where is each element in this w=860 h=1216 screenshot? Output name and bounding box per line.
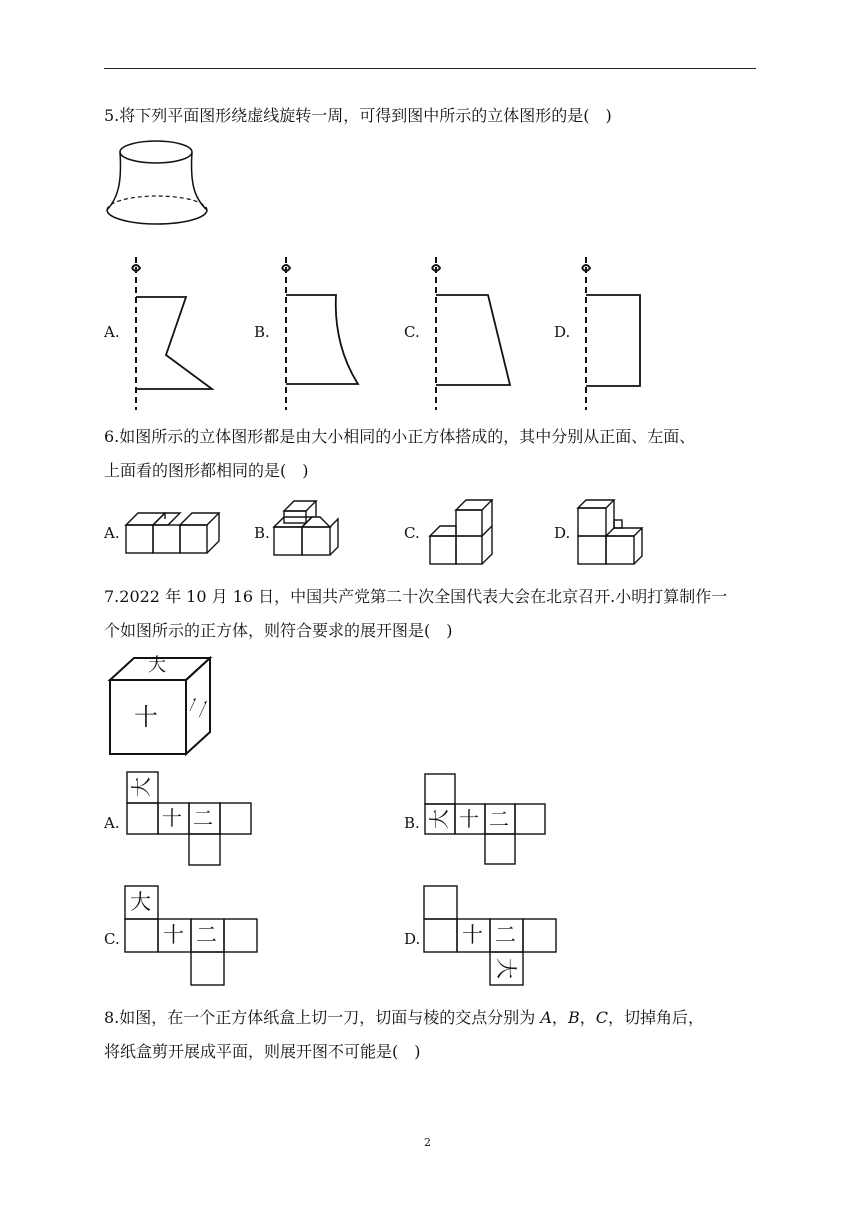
q8-sep: ， xyxy=(579,1008,596,1027)
q7-option-d-net xyxy=(424,886,560,988)
q7-cube-figure xyxy=(108,656,214,756)
q5-option-a-label: A. xyxy=(104,323,120,341)
frustum-solid-figure xyxy=(104,138,214,238)
q5-option-d-figure xyxy=(578,252,668,412)
q7-option-d-label: D. xyxy=(404,930,421,948)
point-b-label: B xyxy=(567,1008,580,1027)
q6-option-b-cubes xyxy=(272,497,342,559)
net-d-er-char: 二 xyxy=(495,923,516,947)
q6-option-d-label: D. xyxy=(554,524,571,542)
page-number: 2 xyxy=(424,1136,431,1149)
q6-option-a-label: A. xyxy=(104,524,120,542)
q5-option-c-label: C. xyxy=(404,323,420,341)
q6-option-c-label: C. xyxy=(404,524,420,542)
net-c-shi-char: 十 xyxy=(163,923,184,947)
q7-option-c-net xyxy=(125,886,261,988)
q7-option-c-label: C. xyxy=(104,930,120,948)
q6-option-c-cubes xyxy=(428,496,498,568)
q8-text-part: 8.如图，在一个正方体纸盒上切一刀，切面与棱的交点分别为 xyxy=(104,1008,541,1027)
cube-top-char: 大 xyxy=(148,655,166,676)
net-c-da-char: 大 xyxy=(130,890,151,914)
net-d-da-char: 大 xyxy=(494,958,518,979)
point-c-label: C xyxy=(595,1008,608,1027)
question-7-line-2: 个如图所示的正方体，则符合要求的展开图是( ) xyxy=(104,621,453,640)
cube-side-char: 二 xyxy=(182,692,214,722)
cube-front-char: 十 xyxy=(134,703,158,731)
question-6-line-2: 上面看的图形都相同的是( ) xyxy=(104,461,309,480)
net-b-er-char: 二 xyxy=(489,807,509,831)
q6-option-a-cubes xyxy=(124,505,224,557)
header-rule xyxy=(104,68,756,69)
question-6-line-1: 6.如图所示的立体图形都是由大小相同的小正方体搭成的，其中分别从正面、左面、 xyxy=(104,427,696,446)
net-b-da-char: 大 xyxy=(427,809,451,829)
net-c-er-char: 二 xyxy=(196,923,217,947)
q5-option-c-figure xyxy=(428,252,518,412)
q7-option-a-label: A. xyxy=(104,814,120,832)
q5-option-b-label: B. xyxy=(254,323,270,341)
q5-option-b-figure xyxy=(278,252,368,412)
net-d-shi-char: 十 xyxy=(462,923,483,947)
q7-option-b-net xyxy=(425,774,551,870)
net-a-da-char: 大 xyxy=(129,777,153,797)
q7-option-b-label: B. xyxy=(404,814,420,832)
net-a-shi-char: 十 xyxy=(162,806,182,830)
q8-sep: ， xyxy=(551,1008,568,1027)
question-8-line-1 xyxy=(104,1001,704,1035)
q8-text-part: ，切掉角后， xyxy=(607,1008,704,1027)
q7-option-a-net xyxy=(127,772,253,868)
net-b-shi-char: 十 xyxy=(459,807,479,831)
net-a-er-char: 二 xyxy=(193,806,213,830)
question-8-line-2: 将纸盒剪开展成平面，则展开图不可能是( ) xyxy=(104,1042,421,1061)
question-5-text: 5.将下列平面图形绕虚线旋转一周，可得到图中所示的立体图形的是( ) xyxy=(104,106,612,125)
q6-option-d-cubes xyxy=(576,496,646,568)
question-7-line-1: 7.2022 年 10 月 16 日，中国共产党第二十次全国代表大会在北京召开.小明打算制作一 xyxy=(104,587,728,606)
q5-option-a-figure xyxy=(128,252,218,412)
q6-option-b-label: B. xyxy=(254,524,270,542)
q5-option-d-label: D. xyxy=(554,323,571,341)
point-a-label: A xyxy=(540,1008,552,1027)
